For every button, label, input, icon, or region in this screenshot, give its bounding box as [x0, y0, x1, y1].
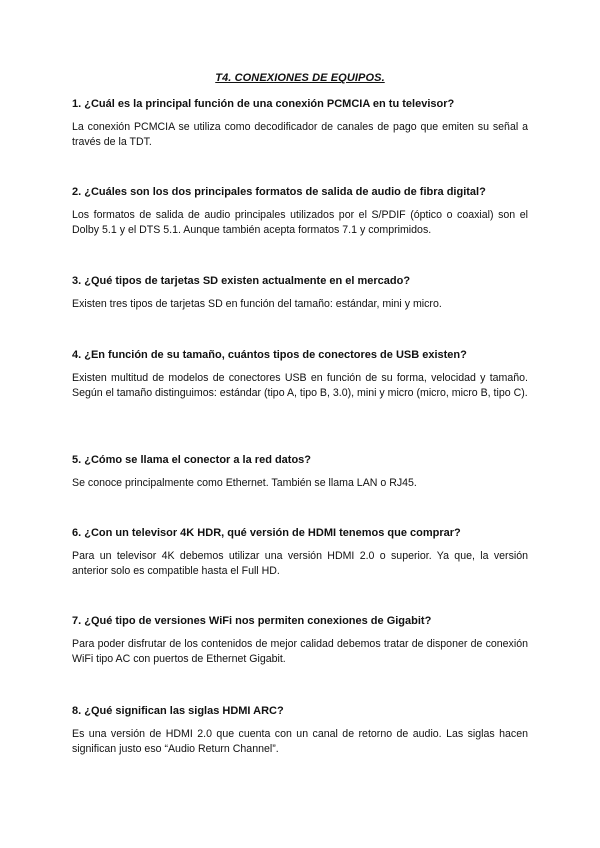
answer-6: Para un televisor 4K debemos utilizar una versión HDMI 2.0 o superior. Ya que, la versión anterior solo es compatible hasta el Full HD. — [72, 550, 528, 577]
question-6: 6. ¿Con un televisor 4K HDR, qué versión de HDMI tenemos que comprar? — [72, 527, 461, 539]
qa-item-1 — [72, 97, 528, 150]
answer-3: Existen tres tipos de tarjetas SD en función del tamaño: estándar, mini y micro. — [72, 298, 442, 310]
question-2: 2. ¿Cuáles son los dos principales formatos de salida de audio de fibra digital? — [72, 186, 486, 198]
qa-item-4 — [72, 348, 528, 401]
question-8: 8. ¿Qué significan las siglas HDMI ARC? — [72, 705, 284, 717]
answer-5: Se conoce principalmente como Ethernet. También se llama LAN o RJ45. — [72, 477, 417, 489]
document-title: T4. CONEXIONES DE EQUIPOS. — [215, 72, 385, 84]
question-3: 3. ¿Qué tipos de tarjetas SD existen actualmente en el mercado? — [72, 275, 411, 287]
qa-item-7 — [72, 614, 528, 667]
qa-item-3 — [72, 274, 528, 312]
answer-8: Es una versión de HDMI 2.0 que cuenta con un canal de retorno de audio. Las siglas hacen significan justo eso “Audio Return Channel”. — [72, 728, 528, 755]
answer-7: Para poder disfrutar de los contenidos de mejor calidad debemos tratar de disponer de conexión WiFi tipo AC con puertos de Ethernet Gigabit. — [72, 638, 528, 665]
question-7: 7. ¿Qué tipo de versiones WiFi nos permiten conexiones de Gigabit? — [72, 615, 432, 627]
qa-item-8 — [72, 704, 528, 757]
question-5: 5. ¿Cómo se llama el conector a la red datos? — [72, 454, 312, 466]
answer-2: Los formatos de salida de audio principales utilizados por el S/PDIF (óptico o coaxial) son el Dolby 5.1 y el DTS 5.1. Aunque también acepta formatos 7.1 y comprimidos. — [72, 209, 528, 236]
qa-item-6 — [72, 526, 528, 579]
qa-item-2 — [72, 185, 528, 238]
answer-1: La conexión PCMCIA se utiliza como decodificador de canales de pago que emiten su señal a través de la TDT. — [72, 121, 528, 148]
question-1: 1. ¿Cuál es la principal función de una conexión PCMCIA en tu televisor? — [72, 98, 455, 110]
question-4: 4. ¿En función de su tamaño, cuántos tipos de conectores de USB existen? — [72, 349, 467, 361]
answer-4: Existen multitud de modelos de conectores USB en función de su forma, velocidad y tamaño. Según el tamaño distinguimos: estándar (tipo A, tipo B, 3.0), mini y micro (micro, micro B, tipo C). — [72, 372, 528, 399]
qa-item-5 — [72, 453, 528, 491]
